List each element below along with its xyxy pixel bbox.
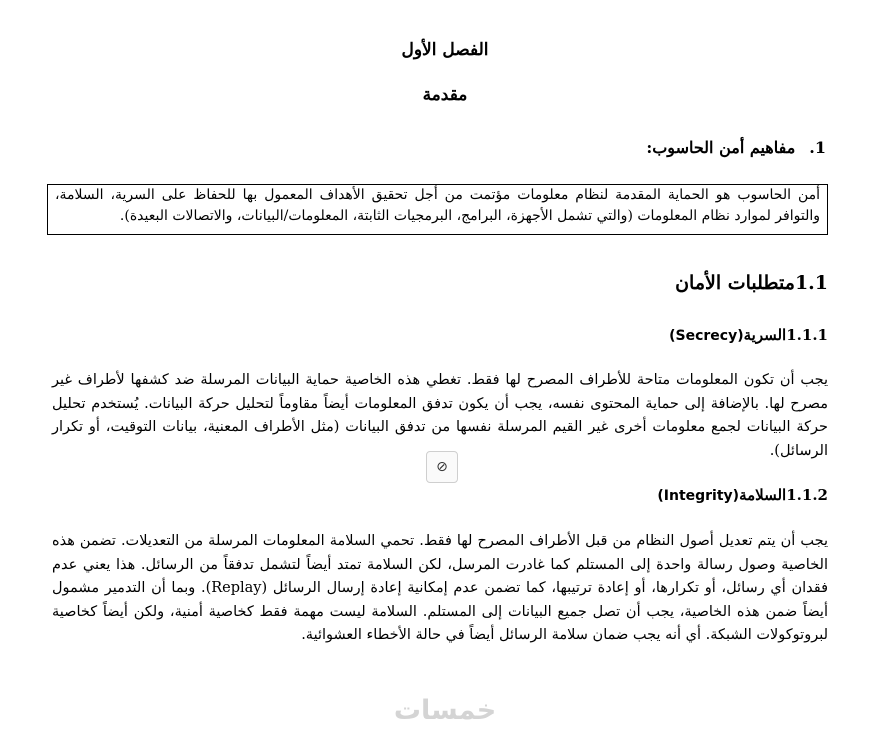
watermark-logo: خمسات xyxy=(393,695,497,726)
heading-integrity xyxy=(657,486,828,504)
anchor-icon[interactable]: ⊘ xyxy=(426,451,458,483)
section-heading-security-requirements xyxy=(675,272,828,294)
secrecy-paragraph: يجب أن تكون المعلومات متاحة للأطراف المصرح لها فقط. تغطي هذه الخاصية حماية البيانات المرسلة ضد كشفها لأطراف غير مصرح لها. بالإضافة إلى حماية المحتوى نفسه، يجب أن يكون تدفق المعلومات أيضاً مقاوماً لتحليل حركة البيانات. يُستخدم تحليل حركة البيانات لجمع معلومات أخرى غير القيم المرسلة نفسها من تدفق البيانات (مثل الأطراف المعنية، بيانات التوقيت، أو تكرار الرسائل). xyxy=(52,372,828,459)
definition-box xyxy=(47,184,828,235)
secrecy-title-ar: السرية xyxy=(743,326,787,344)
intro-title: مقدمة xyxy=(422,85,468,105)
integrity-title-en: (Integrity) xyxy=(657,488,740,504)
integrity-number: 1.1.2 xyxy=(786,486,828,504)
section-number: 1. xyxy=(809,138,826,157)
heading-secrecy xyxy=(669,326,828,344)
secrecy-title-en: (Secrecy) xyxy=(669,328,744,344)
integrity-title-ar: السلامة xyxy=(739,486,787,504)
subsection-number: 1.1 xyxy=(794,272,828,294)
chapter-title: الفصل الأول xyxy=(401,40,489,60)
section-heading-computer-security xyxy=(646,138,826,157)
definition-text: أمن الحاسوب هو الحماية المقدمة لنظام معلومات مؤتمت من أجل تحقيق الأهداف المعمول بها للحفاظ على السرية، السلامة، والتوافر لموارد نظام المعلومات (والتي تشمل الأجهزة، البرامج، البرمجيات الثابتة، المعلومات/البيانات، والاتصالات البعيدة). xyxy=(55,187,820,224)
section-title: مفاهيم أمن الحاسوب: xyxy=(646,138,796,157)
integrity-paragraph: يجب أن يتم تعديل أصول النظام من قبل الأطراف المصرح لها فقط. تحمي السلامة المعلومات المرسلة من التعديلات. تضمن هذه الخاصية وصول رسالة واحدة إلى المستلم كما غادرت المرسل، لكن السلامة تمتد أيضاً لتشمل تدفقاً من الرسائل. هذا يعني عدم فقدان أي رسائل، أو تكرارها، أو إعادة ترتيبها، كما تضمن عدم إمكانية إعادة إرسال الرسائل (Replay). وبما أن التدمير مشمول أيضاً ضمن هذه الخاصية، يجب أن تصل جميع البيانات إلى المستلم. السلامة ليست مهمة فقط كخاصية أمنية، ولكن أيضاً كخاصية لبروتوكولات الشبكة. أي أنه يجب ضمان سلامة الرسائل أيضاً في حالة الأخطاء العشوائية. xyxy=(52,533,829,643)
subsection-title: متطلبات الأمان xyxy=(675,272,795,294)
secrecy-number: 1.1.1 xyxy=(786,326,828,344)
